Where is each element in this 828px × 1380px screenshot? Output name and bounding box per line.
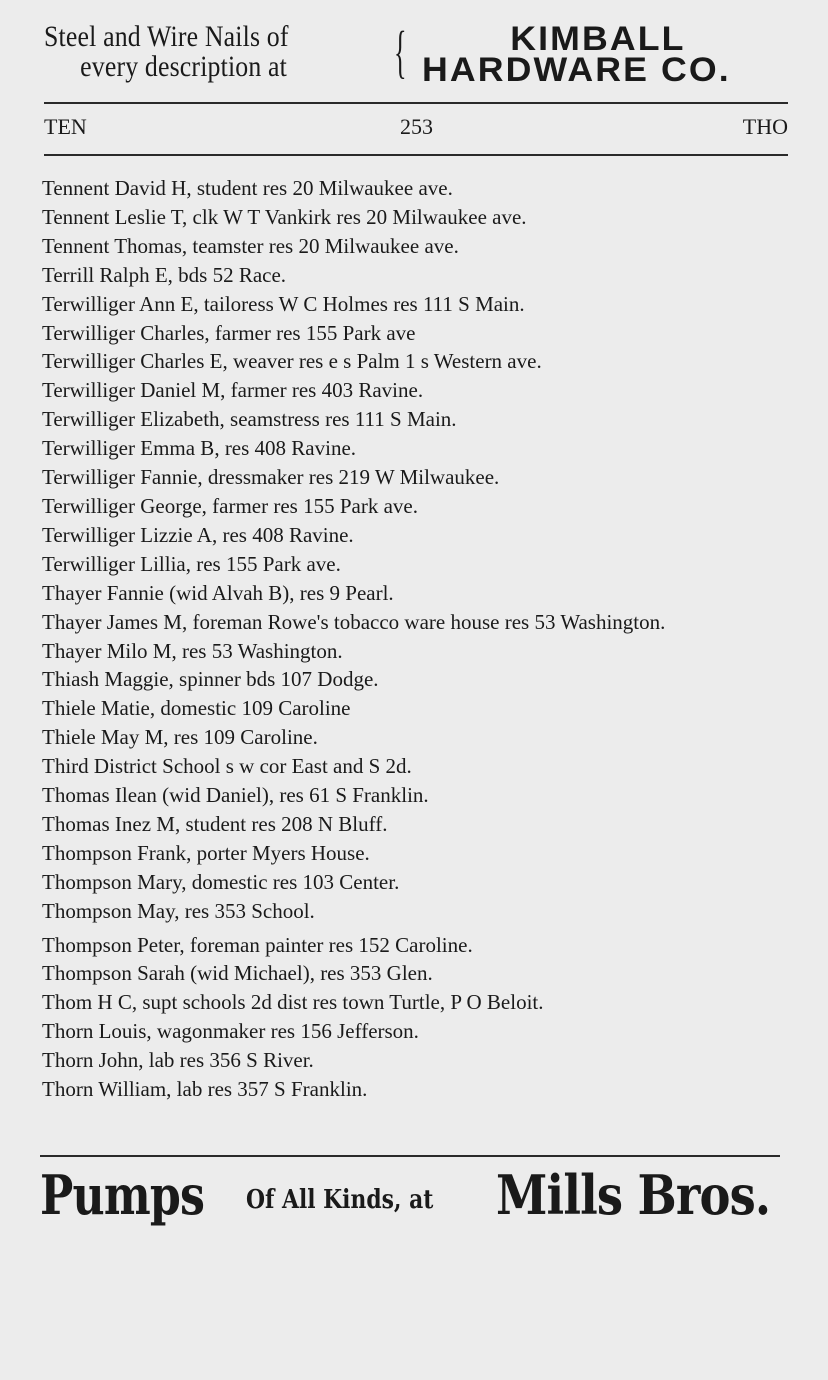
header-rule [44, 154, 788, 156]
directory-entry: Terwilliger Lizzie A, res 408 Ravine. [42, 522, 354, 547]
directory-entry: Thayer Fannie (wid Alvah B), res 9 Pearl. [42, 580, 394, 605]
ad-top-company-name [422, 20, 828, 89]
directory-entry: Thompson May, res 353 School. [42, 898, 315, 923]
directory-entry: Thomas Inez M, student res 208 N Bluff. [42, 811, 388, 836]
directory-entry: Terwilliger Charles E, weaver res e s Palm 1 s Western ave. [42, 349, 542, 374]
directory-entry: Terwilliger George, farmer res 155 Park ave. [42, 493, 418, 518]
directory-entry: Terwilliger Charles, farmer res 155 Park ave [42, 320, 416, 345]
directory-entry: Terwilliger Emma B, res 408 Ravine. [42, 436, 357, 461]
header-range-start: TEN [44, 114, 87, 139]
ad-bottom-product: Pumps [40, 1163, 205, 1227]
directory-entry: Thompson Sarah (wid Michael), res 353 Glen. [42, 961, 433, 986]
directory-entry: Terwilliger Daniel M, farmer res 403 Ravine. [42, 378, 424, 403]
directory-entry: Terrill Ralph E, bds 52 Race. [42, 262, 287, 287]
bottom-advertisement [40, 1158, 784, 1238]
page-header [44, 114, 788, 144]
directory-listing [42, 174, 788, 1104]
top-rule [44, 102, 788, 104]
directory-entry: Terwilliger Fannie, dressmaker res 219 W Milwaukee. [42, 465, 500, 490]
directory-entry: Terwilliger Lillia, res 155 Park ave. [42, 551, 341, 576]
directory-entry: Thiash Maggie, spinner bds 107 Dodge. [42, 667, 379, 692]
ad-top-right-line2: HARDWARE CO. [422, 51, 731, 89]
directory-entry: Thompson Mary, domestic res 103 Center. [42, 869, 400, 894]
header-range-end: THO [742, 114, 788, 139]
directory-entry: Tennent Thomas, teamster res 20 Milwaukee ave. [42, 233, 459, 258]
directory-entry: Terwilliger Elizabeth, seamstress res 111 S Main. [42, 407, 457, 432]
directory-entry: Thayer Milo M, res 53 Washington. [42, 638, 343, 663]
directory-entry: Thorn Louis, wagonmaker res 156 Jefferson. [42, 1019, 419, 1044]
footer-rule [40, 1155, 780, 1157]
directory-entry: Terwilliger Ann E, tailoress W C Holmes res 111 S Main. [42, 291, 525, 316]
directory-entry: Thomas Ilean (wid Daniel), res 61 S Franklin. [42, 783, 429, 808]
ad-top-left-text [44, 22, 354, 82]
directory-entry: Third District School s w cor East and S 2d. [42, 754, 412, 779]
directory-entry: Thorn John, lab res 356 S River. [42, 1048, 314, 1073]
directory-entry: Thiele Matie, domestic 109 Caroline [42, 696, 351, 721]
directory-entry: Thorn William, lab res 357 S Franklin. [42, 1077, 368, 1102]
directory-entry: Thom H C, supt schools 2d dist res town Turtle, P O Beloit. [42, 990, 544, 1015]
directory-entry: Tennent David H, student res 20 Milwaukee ave. [42, 176, 453, 200]
ad-bottom-company: Mills Bros. [496, 1163, 771, 1227]
directory-entry: Thayer James M, foreman Rowe's tobacco ware house res 53 Washington. [42, 609, 666, 634]
directory-entry: Tennent Leslie T, clk W T Vankirk res 20 Milwaukee ave. [42, 204, 527, 229]
top-advertisement [44, 19, 788, 92]
ad-top-brace: { [394, 19, 407, 84]
ad-top-left-line2: every description at [80, 50, 288, 83]
ad-top-right-line1: KIMBALL [510, 20, 686, 58]
directory-entry: Thompson Peter, foreman painter res 152 Caroline. [42, 932, 473, 957]
ad-bottom-tagline: Of All Kinds, at [246, 1185, 434, 1215]
ad-top-left-line1: Steel and Wire Nails of [44, 20, 289, 53]
page-number: 253 [400, 114, 433, 139]
directory-entry: Thompson Frank, porter Myers House. [42, 840, 370, 865]
directory-entry: Thiele May M, res 109 Caroline. [42, 725, 318, 750]
